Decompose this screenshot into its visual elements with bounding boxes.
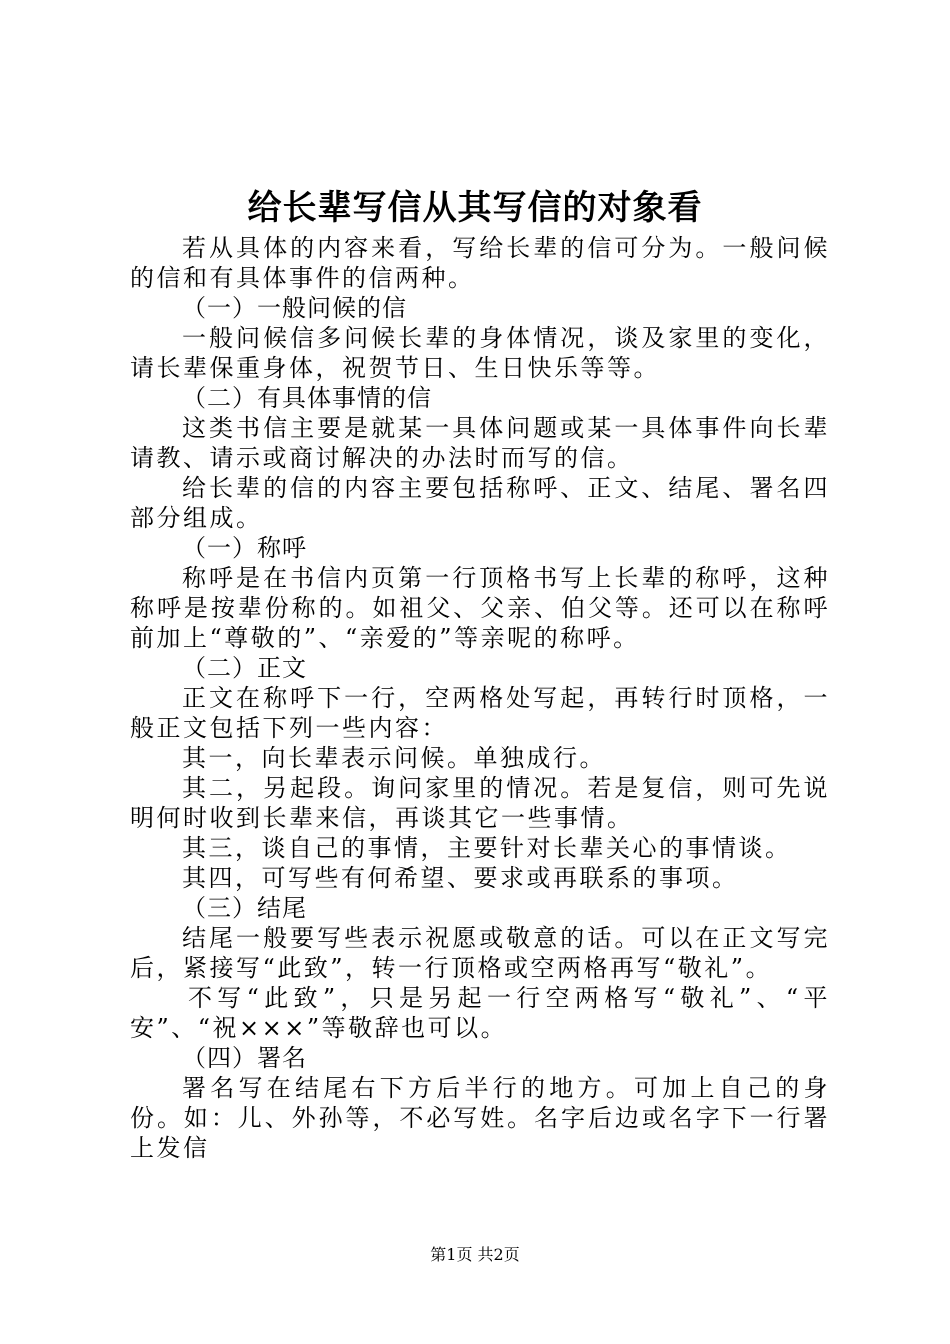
document-title: 给长辈写信从其写信的对象看	[247, 188, 703, 228]
paragraph: 一般问候信多问候长辈的身体情况，谈及家里的变化，请长辈保重身体，祝贺节日、生日快乐等等。	[130, 324, 830, 382]
paragraph: 若从具体的内容来看，写给长辈的信可分为。一般问候的信和有具体事件的信两种。	[130, 234, 830, 292]
paragraph: 称呼是在书信内页第一行顶格书写上长辈的称呼，这种称呼是按辈份称的。如祖父、父亲、伯父等。还可以在称呼前加上“尊敬的”、“亲爱的”等亲呢的称呼。	[130, 564, 830, 652]
paragraph: 不写“此致”，只是另起一行空两格写“敬礼”、“平安”、“祝×××”等敬辞也可以。	[130, 984, 830, 1042]
paragraph: 这类书信主要是就某一具体问题或某一具体事件向长辈请教、请示或商讨解决的办法时而写的信。	[130, 414, 830, 472]
section-heading: （一）称呼	[182, 534, 307, 562]
paragraph: 其三，谈自己的事情，主要针对长辈关心的事情谈。	[182, 834, 792, 862]
section-heading: （一）一般问候的信	[182, 294, 407, 322]
paragraph: 给长辈的信的内容主要包括称呼、正文、结尾、署名四部分组成。	[130, 474, 830, 532]
page-number-footer: 第1页 共2页	[430, 1245, 520, 1264]
paragraph: 正文在称呼下一行，空两格处写起，再转行时顶格，一般正文包括下列一些内容：	[130, 684, 830, 742]
paragraph: 署名写在结尾右下方后半行的地方。可加上自己的身份。如：儿、外孙等，不必写姓。名字后边或名字下一行署上发信	[130, 1074, 830, 1162]
paragraph: 其二，另起段。询问家里的情况。若是复信，则可先说明何时收到长辈来信，再谈其它一些事情。	[130, 774, 830, 832]
paragraph: 结尾一般要写些表示祝愿或敬意的话。可以在正文写完后，紧接写“此致”，转一行顶格或空两格再写“敬礼”。	[130, 924, 830, 982]
paragraph: 其一，向长辈表示问候。单独成行。	[182, 744, 606, 772]
section-heading: （三）结尾	[182, 894, 307, 922]
document-body	[130, 233, 830, 1163]
paragraph: 其四，可写些有何希望、要求或再联系的事项。	[182, 864, 739, 892]
section-heading: （二）有具体事情的信	[182, 384, 432, 412]
section-heading: （四）署名	[182, 1044, 307, 1072]
section-heading: （二）正文	[182, 654, 307, 682]
